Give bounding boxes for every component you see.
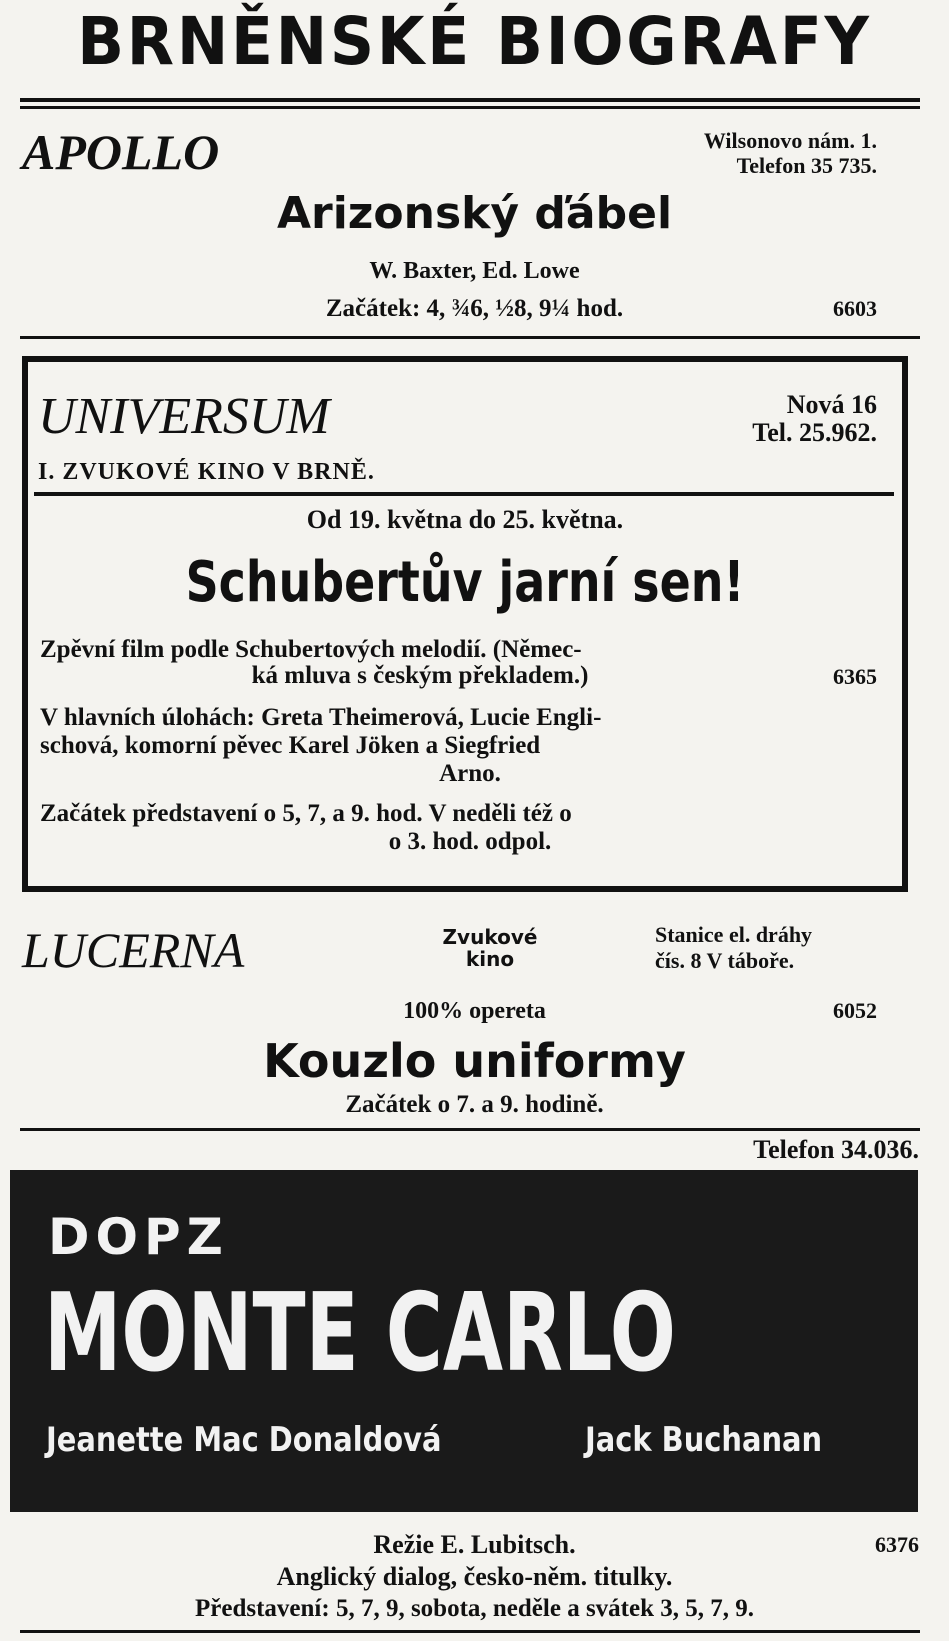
divider	[20, 1128, 920, 1131]
lucerna-tag-1: Zvukové	[442, 925, 538, 949]
universum-times-2: o 3. hod. odpol.	[388, 828, 552, 855]
apollo-phone: Telefon 35 735.	[736, 153, 877, 178]
divider	[20, 106, 920, 109]
dopz-name: DOPZ	[48, 1208, 229, 1266]
universum-code: 6365	[833, 664, 877, 689]
divider	[34, 492, 894, 496]
page-title: BRNĚNSKÉ BIOGRAFY	[77, 3, 872, 80]
universum-cast-3: Arno.	[439, 760, 501, 787]
universum-dates: Od 19. května do 25. května.	[306, 505, 624, 534]
apollo-cast: W. Baxter, Ed. Lowe	[369, 258, 580, 284]
lucerna-name: LUCERNA	[22, 922, 245, 978]
dopz-phone: Telefon 34.036.	[753, 1135, 919, 1164]
universum-cast-2: schová, komorní pěvec Karel Jöken a Siegfried	[40, 732, 541, 759]
dopz-film-title: MONTE CARLO	[44, 1271, 676, 1396]
universum-desc-1: Zpěvní film podle Schubertových melodií. (Němec-	[40, 636, 582, 663]
universum-address: Nová 16	[786, 390, 877, 419]
universum-phone: Tel. 25.962.	[752, 418, 877, 447]
dopz-actor-2: Jack Buchanan	[585, 1420, 823, 1460]
lucerna-code: 6052	[833, 998, 877, 1023]
lucerna-location-2: čís. 8 V táboře.	[655, 948, 795, 973]
apollo-name: APOLLO	[22, 124, 220, 180]
dopz-shows: Představení: 5, 7, 9, sobota, neděle a svátek 3, 5, 7, 9.	[195, 1595, 754, 1622]
divider	[20, 1630, 920, 1633]
divider	[20, 98, 920, 102]
dopz-director: Režie E. Lubitsch.	[373, 1530, 576, 1559]
universum-subtitle: I. ZVUKOVÉ KINO V BRNĚ.	[38, 459, 375, 485]
universum-cast-1: V hlavních úlohách: Greta Theimerová, Lucie Engli-	[40, 704, 602, 731]
lucerna-genre: 100% opereta	[403, 998, 546, 1024]
apollo-address: Wilsonovo nám. 1.	[703, 128, 877, 153]
lucerna-location-1: Stanice el. dráhy	[655, 922, 813, 947]
apollo-film-title: Arizonský ďábel	[276, 188, 673, 239]
lucerna-film-title: Kouzlo uniformy	[263, 1034, 686, 1088]
universum-desc-2: ká mluva s českým překladem.)	[251, 662, 589, 689]
universum-times-1: Začátek představení o 5, 7, a 9. hod. V neděli též o	[40, 800, 572, 827]
dopz-code: 6376	[875, 1532, 919, 1557]
dopz-dialog: Anglický dialog, česko-něm. titulky.	[276, 1562, 673, 1591]
universum-name: UNIVERSUM	[38, 388, 330, 445]
divider	[20, 336, 920, 339]
universum-film-title: Schubertův jarní sen!	[185, 550, 745, 615]
apollo-times: Začátek: 4, ¾6, ½8, 9¼ hod.	[325, 295, 624, 322]
dopz-actor-1: Jeanette Mac Donaldová	[46, 1420, 442, 1460]
lucerna-tag-2: kino	[465, 947, 515, 971]
lucerna-times: Začátek o 7. a 9. hodině.	[345, 1091, 604, 1118]
apollo-code: 6603	[833, 296, 877, 321]
